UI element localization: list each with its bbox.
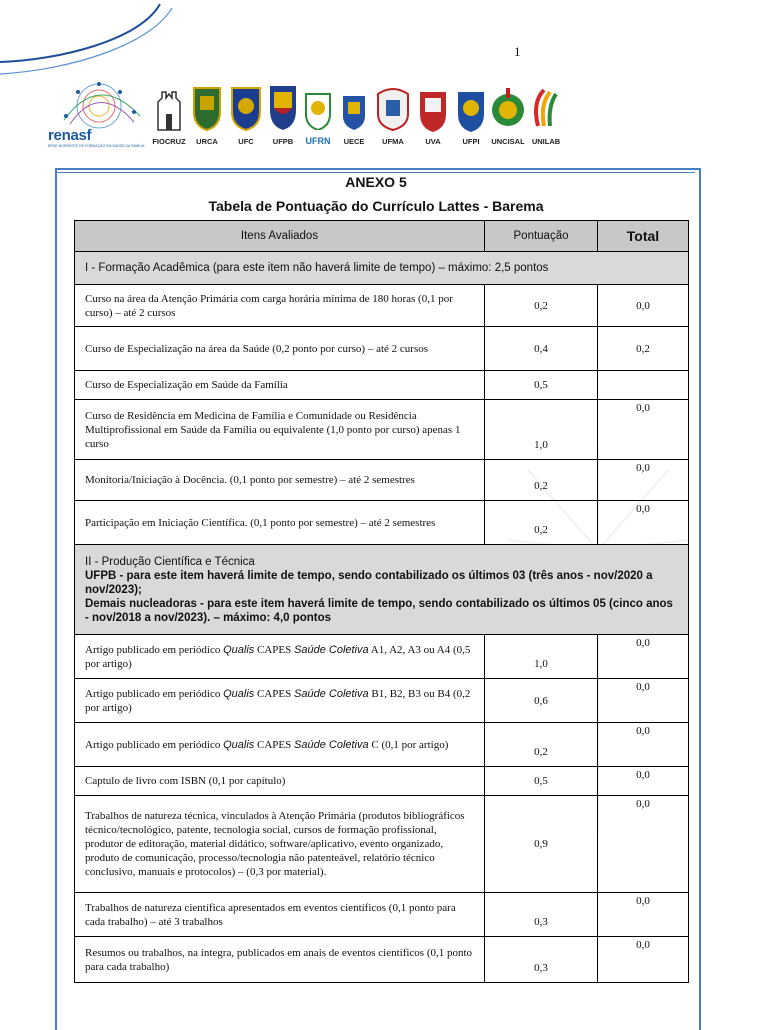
row-item-text: C (0,1 por artigo) [368, 738, 449, 751]
unilab-label: UNILAB [531, 137, 561, 146]
row-item [75, 635, 485, 679]
row-total [598, 893, 689, 937]
row-score [485, 635, 598, 679]
section-1-header [75, 252, 689, 285]
table-row [75, 327, 689, 371]
row-item: Curso na área da Atenção Primária com carga horária mínima de 180 horas (0,1 por curso) – até 2 cursos [75, 285, 485, 327]
row-total-value: 0,0 [636, 402, 650, 414]
row-score-value: 1,0 [534, 439, 548, 451]
row-total [598, 937, 689, 983]
ufpi-logo [454, 86, 488, 146]
urca-logo [190, 82, 224, 146]
row-score: 0,2 [485, 285, 598, 327]
row-total: 0,2 [598, 327, 689, 371]
ufpb-label: UFPB [272, 137, 294, 146]
ufc-crest-icon [228, 82, 264, 132]
urca-crest-icon [190, 82, 224, 132]
row-item: Participação em Iniciação Científica. (0,1 ponto por semestre) – até 2 semestres [75, 501, 485, 545]
annex-title: ANEXO 5 [345, 174, 407, 190]
saude-coletiva-italic: Saúde Coletiva [294, 738, 369, 751]
uece-logo [340, 92, 368, 146]
qualis-italic: Qualis [223, 643, 255, 656]
ufpi-label: UFPI [462, 137, 480, 146]
row-total [598, 723, 689, 767]
row-item: Curso de Especialização em Saúde da Família [75, 371, 485, 400]
row-item-text: A1, A2, A3 ou A4 (0,5 por artigo) [85, 643, 471, 670]
table-row [75, 400, 689, 460]
section-2-other-note: Demais nucleadoras - para este item haverá limite de tempo, sendo contabilizado os últimos 05 (cinco anos - nov/2018 a nov/2023). – máximo: 4,0 pontos [85, 597, 673, 624]
renasf-wordmark: renasf [48, 127, 92, 144]
table-row [75, 679, 689, 723]
table-row [75, 460, 689, 501]
fiocruz-logo [152, 88, 186, 146]
fiocruz-label: FIOCRUZ [152, 137, 186, 146]
uncisal-crest-icon [490, 86, 526, 132]
row-total [598, 371, 689, 400]
table-row [75, 635, 689, 679]
uva-label: UVA [425, 137, 441, 146]
row-total-value: 0,0 [636, 637, 650, 649]
row-score [485, 501, 598, 545]
renasf-logo [44, 72, 154, 157]
page-number: 1 [514, 44, 521, 59]
renasf-tagline: REDE NORDESTE DE FORMAÇÃO EM SAÚDE DA FAMÍLIA [48, 144, 145, 148]
ufpb-crest-icon [266, 82, 300, 132]
row-score [485, 723, 598, 767]
table-row [75, 285, 689, 327]
section-2-title: II - Produção Científica e Técnica [85, 555, 255, 568]
row-item: Curso de Residência em Medicina de Família e Comunidade ou Residência Multiprofissional em Saúde da Família ou equivalente (1,0 ponto por curso) apenas 1 curso [75, 400, 485, 460]
row-score-value: 0,2 [534, 746, 548, 758]
row-item [75, 679, 485, 723]
row-total [598, 635, 689, 679]
header-total: Total [598, 221, 689, 252]
row-item-text: CAPES [254, 687, 295, 700]
row-total-value: 0,0 [636, 798, 650, 810]
section-1-title: I - Formação Acadêmica (para este item não haverá limite de tempo) – máximo: 2,5 pontos [75, 252, 689, 285]
row-item-text: B1, B2, B3 ou B4 (0,2 por artigo) [85, 687, 471, 714]
row-item: Monitoria/Iniciação à Docência. (0,1 ponto por semestre) – até 2 semestres [75, 460, 485, 501]
row-total [598, 400, 689, 460]
row-score [485, 937, 598, 983]
row-item: Trabalhos de natureza técnica, vinculados à Atenção Primária (produtos bibliográficos técnico/tecnológico, patente, tecnologia social, cursos de formação profissional, produtor de editoração, material didático, software/aplicativo, evento organizado, produto de comunicação, processo/tecnologia não patenteável, relatório técnico conclusivo, manuais e protocolos) – (0,3 por material). [75, 796, 485, 893]
qualis-italic: Qualis [223, 687, 255, 700]
row-total-value: 0,0 [636, 939, 650, 951]
renasf-emblem-icon [44, 72, 154, 130]
row-item-text: CAPES [254, 643, 295, 656]
table-row [75, 796, 689, 893]
row-total-value: 0,0 [636, 462, 650, 474]
institution-logos [44, 72, 574, 162]
ufc-label: UFC [238, 137, 254, 146]
table-row [75, 937, 689, 983]
row-total-value: 0,0 [636, 503, 650, 515]
uncisal-logo [490, 86, 526, 146]
table-row [75, 723, 689, 767]
uva-crest-icon [416, 86, 450, 132]
ufma-logo [374, 84, 412, 146]
row-score: 0,5 [485, 371, 598, 400]
table-row [75, 767, 689, 796]
row-score-value: 0,3 [534, 916, 548, 928]
saude-coletiva-italic: Saúde Coletiva [294, 643, 369, 656]
row-item-text: CAPES [254, 738, 295, 751]
ufpi-crest-icon [454, 86, 488, 132]
decorative-swoosh [0, 0, 200, 80]
row-total [598, 679, 689, 723]
row-score: 0,9 [485, 796, 598, 893]
barema-table [74, 220, 689, 983]
ufma-label: UFMA [382, 137, 404, 146]
annex-subtitle: Tabela de Pontuação do Currículo Lattes - Barema [208, 198, 544, 214]
row-score-value: 0,3 [534, 962, 548, 974]
row-score-value: 0,2 [534, 524, 548, 536]
table-row [75, 371, 689, 400]
row-item: Resumos ou trabalhos, na íntegra, publicados em anais de eventos científicos (0,1 ponto para cada trabalho) [75, 937, 485, 983]
row-total-value: 0,0 [636, 769, 650, 781]
ufrn-logo [302, 86, 334, 146]
fiocruz-castle-icon [152, 88, 186, 132]
ufma-crest-icon [374, 84, 412, 132]
row-score: 0,5 [485, 767, 598, 796]
row-score: 0,4 [485, 327, 598, 371]
saude-coletiva-italic: Saúde Coletiva [294, 687, 369, 700]
row-item-text: Artigo publicado em periódico [85, 738, 224, 751]
row-total [598, 796, 689, 893]
row-item-text: Artigo publicado em periódico [85, 687, 224, 700]
row-score: 0,6 [485, 679, 598, 723]
row-total-value: 0,0 [636, 895, 650, 907]
unilab-mark-icon [528, 86, 564, 132]
uncisal-label: UNCISAL [491, 137, 525, 146]
table-header-row [75, 221, 689, 252]
row-total [598, 767, 689, 796]
section-2-block [75, 545, 689, 635]
row-score-value: 1,0 [534, 658, 548, 670]
uece-label: UECE [343, 137, 365, 146]
ufc-logo [228, 82, 264, 146]
row-total-value: 0,0 [636, 681, 650, 693]
ufpb-logo [266, 82, 300, 146]
page-frame-inner-line [57, 172, 695, 173]
row-score [485, 400, 598, 460]
table-row [75, 893, 689, 937]
header-items: Itens Avaliados [75, 221, 485, 252]
row-item-text: Artigo publicado em periódico [85, 643, 224, 656]
urca-label: URCA [196, 137, 218, 146]
row-item [75, 723, 485, 767]
row-score [485, 893, 598, 937]
ufrn-label: UFRN [305, 136, 331, 146]
uece-crest-icon [340, 92, 368, 130]
row-score [485, 460, 598, 501]
ufrn-crest-icon [302, 86, 334, 130]
table-row [75, 501, 689, 545]
row-total [598, 501, 689, 545]
row-score-value: 0,2 [534, 480, 548, 492]
row-item: Curso de Especialização na área da Saúde (0,2 ponto por curso) – até 2 cursos [75, 327, 485, 371]
uva-logo [416, 86, 450, 146]
qualis-italic: Qualis [223, 738, 255, 751]
row-total [598, 460, 689, 501]
unilab-logo [528, 86, 564, 146]
section-2-header [75, 545, 689, 635]
row-total: 0,0 [598, 285, 689, 327]
row-item: Trabalhos de natureza científica apresentados em eventos científicos (0,1 ponto para cada trabalho) – até 3 trabalhos [75, 893, 485, 937]
row-total-value: 0,0 [636, 725, 650, 737]
row-item: Captulo de livro com ISBN (0,1 por capítulo) [75, 767, 485, 796]
header-score: Pontuação [485, 221, 598, 252]
section-2-ufpb-note: UFPB - para este item haverá limite de tempo, sendo contabilizado os últimos 03 (três anos - nov/2020 a nov/2023); [85, 569, 653, 596]
